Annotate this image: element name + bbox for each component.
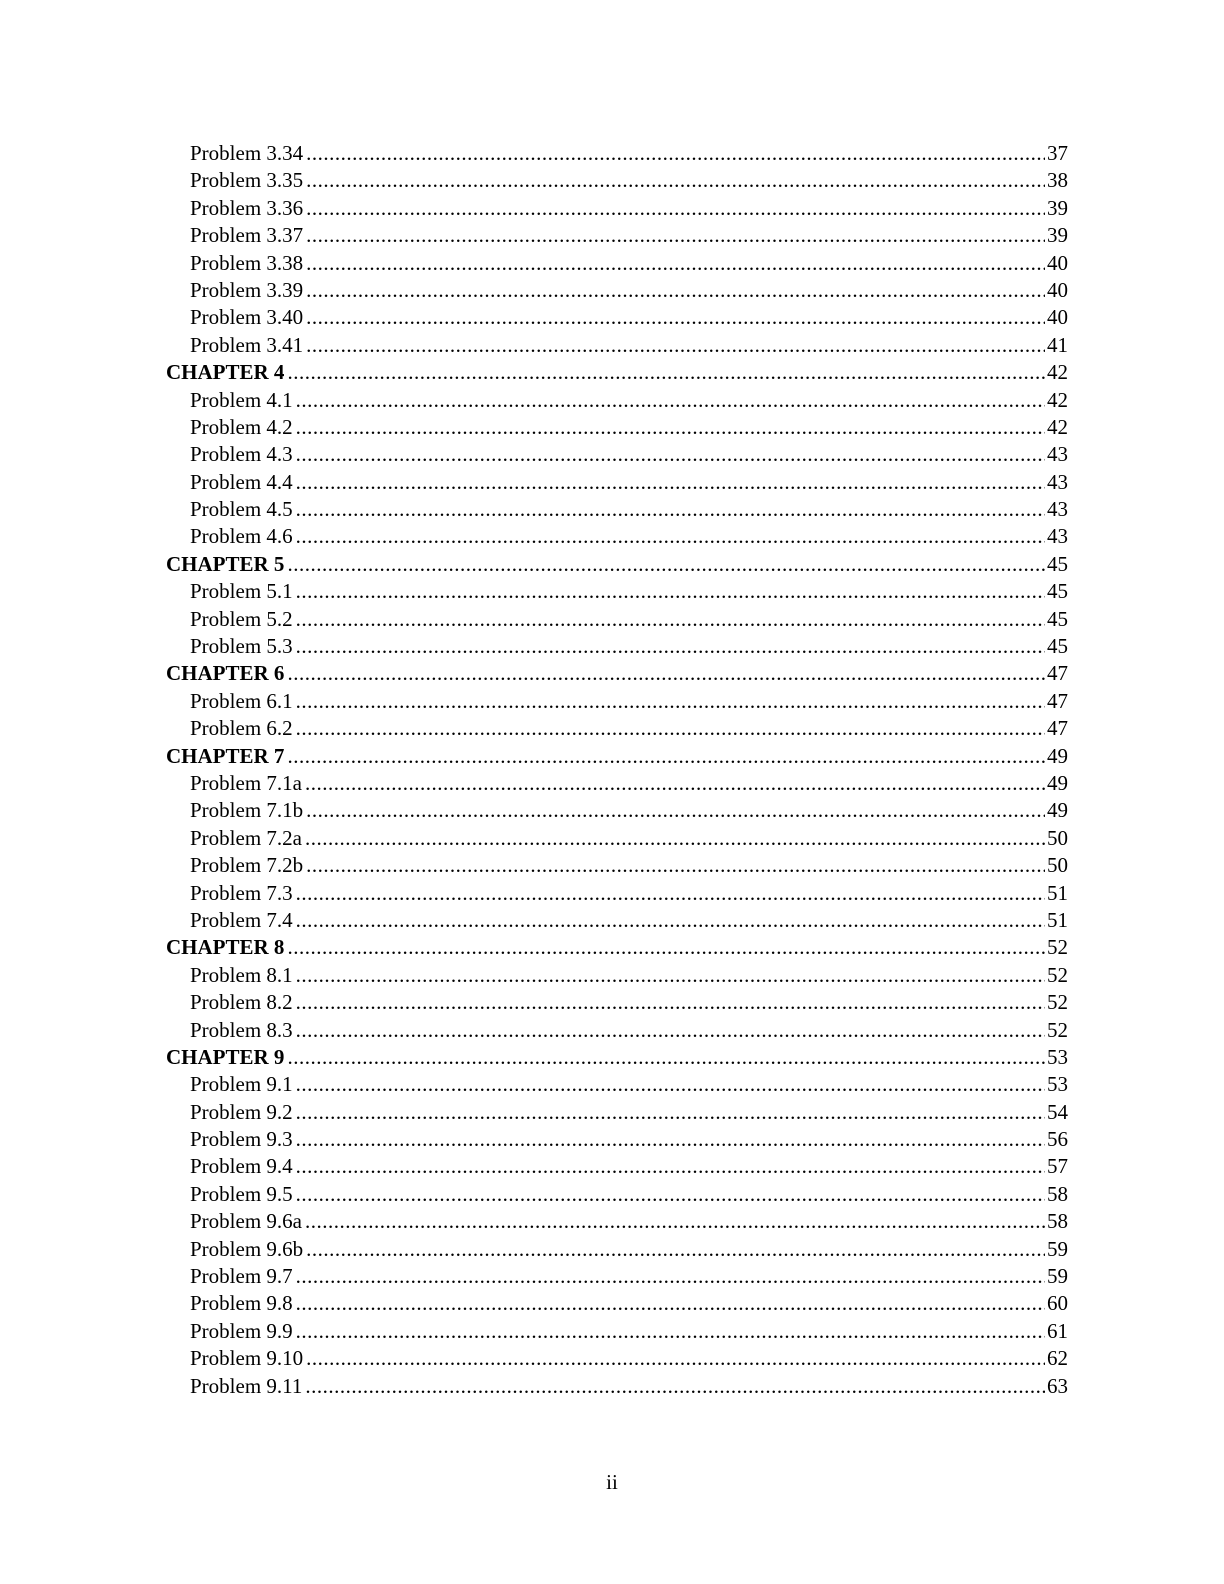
toc-entry-label: Problem 4.5	[190, 497, 293, 522]
toc-entry-label: Problem 7.2a	[190, 825, 302, 850]
toc-chapter-entry[interactable]	[166, 934, 1068, 961]
toc-entry-label: Problem 9.4	[190, 1154, 293, 1179]
toc-entry-page: 49	[1047, 743, 1068, 768]
toc-entry-label: Problem 4.1	[190, 387, 293, 412]
toc-entry-page: 43	[1047, 442, 1068, 467]
toc-problem-entry[interactable]	[166, 907, 1068, 934]
toc-entry-label: Problem 5.2	[190, 606, 293, 631]
toc-entry-page: 54	[1047, 1099, 1068, 1124]
toc-dot-leader	[305, 825, 1045, 852]
toc-entry-page: 42	[1047, 414, 1068, 439]
toc-entry-page: 62	[1047, 1346, 1068, 1371]
toc-problem-entry[interactable]	[166, 715, 1068, 742]
toc-dot-leader	[305, 1373, 1045, 1400]
toc-entry-page: 58	[1047, 1209, 1068, 1234]
toc-entry-page: 51	[1047, 880, 1068, 905]
toc-entry-page: 43	[1047, 524, 1068, 549]
toc-problem-entry[interactable]	[166, 1318, 1068, 1345]
toc-problem-entry[interactable]	[166, 1099, 1068, 1126]
toc-dot-leader	[296, 633, 1045, 660]
toc-entry-label: Problem 8.3	[190, 1017, 293, 1042]
toc-entry-page: 45	[1047, 606, 1068, 631]
toc-problem-entry[interactable]	[166, 1017, 1068, 1044]
toc-dot-leader	[296, 715, 1045, 742]
toc-entry-label: Problem 3.41	[190, 332, 304, 357]
toc-entry-page: 59	[1047, 1264, 1068, 1289]
toc-entry-label: Problem 7.3	[190, 880, 293, 905]
toc-dot-leader	[296, 880, 1045, 907]
toc-problem-entry[interactable]	[166, 1290, 1068, 1317]
toc-entry-label: Problem 9.1	[190, 1072, 293, 1097]
toc-dot-leader	[296, 1126, 1045, 1153]
toc-entry-page: 38	[1047, 168, 1068, 193]
toc-entry-page: 43	[1047, 469, 1068, 494]
toc-entry-page: 40	[1047, 250, 1068, 275]
toc-problem-entry[interactable]	[166, 304, 1068, 331]
toc-entry-label: Problem 7.1b	[190, 798, 304, 823]
toc-entry-page: 59	[1047, 1236, 1068, 1261]
toc-dot-leader	[306, 797, 1045, 824]
toc-entry-page: 61	[1047, 1318, 1068, 1343]
toc-entry-label: Problem 3.38	[190, 250, 304, 275]
toc-entry-page: 52	[1047, 1017, 1068, 1042]
toc-dot-leader	[306, 332, 1045, 359]
toc-dot-leader	[306, 1236, 1045, 1263]
page-number: ii	[606, 1470, 618, 1494]
toc-problem-entry[interactable]	[166, 797, 1068, 824]
toc-dot-leader	[296, 688, 1045, 715]
toc-entry-label: Problem 3.37	[190, 223, 304, 248]
toc-problem-entry[interactable]	[166, 962, 1068, 989]
toc-dot-leader	[306, 222, 1045, 249]
toc-entry-page: 47	[1047, 688, 1068, 713]
toc-entry-page: 39	[1047, 195, 1068, 220]
toc-entry-label: CHAPTER 4	[166, 360, 285, 385]
toc-problem-entry[interactable]	[166, 770, 1068, 797]
toc-problem-entry[interactable]	[166, 1345, 1068, 1372]
toc-entry-page: 42	[1047, 387, 1068, 412]
toc-dot-leader	[296, 606, 1045, 633]
toc-dot-leader	[287, 359, 1045, 386]
toc-entry-page: 56	[1047, 1127, 1068, 1152]
toc-problem-entry[interactable]	[166, 277, 1068, 304]
toc-entry-page: 45	[1047, 579, 1068, 604]
toc-entry-page: 41	[1047, 332, 1068, 357]
toc-entry-page: 37	[1047, 141, 1068, 165]
toc-problem-entry[interactable]	[166, 469, 1068, 496]
toc-entry-label: Problem 3.34	[190, 141, 304, 165]
toc-entry-label: Problem 6.1	[190, 688, 293, 713]
toc-dot-leader	[296, 578, 1045, 605]
toc-dot-leader	[296, 1071, 1045, 1098]
toc-entry-page: 47	[1047, 716, 1068, 741]
toc-entry-label: Problem 4.2	[190, 414, 293, 439]
toc-entry-page: 50	[1047, 825, 1068, 850]
toc-dot-leader	[305, 1208, 1045, 1235]
toc-entry-page: 52	[1047, 935, 1068, 960]
toc-entry-page: 39	[1047, 223, 1068, 248]
toc-problem-entry[interactable]	[166, 578, 1068, 605]
toc-entry-page: 45	[1047, 634, 1068, 659]
toc-entry-label: Problem 5.1	[190, 579, 293, 604]
toc-problem-entry[interactable]	[166, 195, 1068, 222]
toc-problem-entry[interactable]	[166, 1153, 1068, 1180]
toc-dot-leader	[296, 1099, 1045, 1126]
toc-problem-entry[interactable]	[166, 1181, 1068, 1208]
toc-dot-leader	[305, 770, 1045, 797]
toc-entry-label: Problem 7.4	[190, 907, 293, 932]
toc-problem-entry[interactable]	[166, 633, 1068, 660]
toc-problem-entry[interactable]	[166, 1071, 1068, 1098]
toc-problem-entry[interactable]	[166, 1126, 1068, 1153]
toc-entry-page: 51	[1047, 907, 1068, 932]
toc-dot-leader	[306, 1345, 1045, 1372]
toc-entry-label: Problem 7.2b	[190, 853, 304, 878]
toc-problem-entry[interactable]	[166, 441, 1068, 468]
toc-problem-entry[interactable]	[166, 523, 1068, 550]
toc-chapter-entry[interactable]	[166, 660, 1068, 687]
toc-dot-leader	[287, 1044, 1045, 1071]
toc-dot-leader	[296, 496, 1045, 523]
toc-dot-leader	[306, 167, 1045, 194]
toc-entry-label: Problem 8.1	[190, 962, 293, 987]
toc-entry-label: Problem 9.3	[190, 1127, 293, 1152]
toc-entry-label: Problem 8.2	[190, 990, 293, 1015]
toc-chapter-entry[interactable]	[166, 359, 1068, 386]
toc-entry-page: 40	[1047, 277, 1068, 302]
toc-entry-label: Problem 9.9	[190, 1318, 293, 1343]
toc-entry-page: 60	[1047, 1291, 1068, 1316]
toc-entry-label: Problem 7.1a	[190, 770, 302, 795]
toc-entry-label: Problem 9.8	[190, 1291, 293, 1316]
toc-chapter-entry[interactable]	[166, 743, 1068, 770]
toc-problem-entry[interactable]	[166, 880, 1068, 907]
toc-entry-page: 49	[1047, 798, 1068, 823]
toc-problem-entry[interactable]	[166, 825, 1068, 852]
toc-entry-label: Problem 4.3	[190, 442, 293, 467]
toc-dot-leader	[296, 989, 1045, 1016]
toc-entry-label: CHAPTER 8	[166, 935, 285, 960]
toc-problem-entry[interactable]	[166, 1236, 1068, 1263]
toc-dot-leader	[306, 852, 1045, 879]
toc-entry-label: Problem 9.6b	[190, 1236, 304, 1261]
toc-dot-leader	[296, 414, 1045, 441]
toc-dot-leader	[296, 469, 1045, 496]
toc-entry-page: 58	[1047, 1181, 1068, 1206]
toc-problem-entry[interactable]	[166, 222, 1068, 249]
toc-entry-label: Problem 3.36	[190, 195, 304, 220]
toc-dot-leader	[287, 551, 1045, 578]
toc-entry-label: Problem 3.39	[190, 277, 304, 302]
toc-dot-leader	[296, 387, 1045, 414]
toc-problem-entry[interactable]	[166, 606, 1068, 633]
toc-entry-page: 52	[1047, 962, 1068, 987]
toc-entry-page: 57	[1047, 1154, 1068, 1179]
toc-problem-entry[interactable]	[166, 414, 1068, 441]
toc-dot-leader	[287, 934, 1045, 961]
toc-entry-label: CHAPTER 9	[166, 1044, 285, 1069]
toc-problem-entry[interactable]	[166, 332, 1068, 359]
toc-dot-leader	[296, 962, 1045, 989]
toc-entry-label: CHAPTER 5	[166, 551, 285, 576]
toc-entry-label: Problem 9.5	[190, 1181, 293, 1206]
toc-entry-page: 52	[1047, 990, 1068, 1015]
toc-dot-leader	[296, 1181, 1045, 1208]
toc-entry-page: 45	[1047, 551, 1068, 576]
toc-entry-label: Problem 9.7	[190, 1264, 293, 1289]
toc-entry-label: Problem 3.35	[190, 168, 304, 193]
toc-chapter-entry[interactable]	[166, 1044, 1068, 1071]
toc-entry-label: Problem 9.2	[190, 1099, 293, 1124]
toc-problem-entry[interactable]	[166, 688, 1068, 715]
toc-entry-page: 43	[1047, 497, 1068, 522]
toc-dot-leader	[296, 523, 1045, 550]
toc-problem-entry[interactable]	[166, 250, 1068, 277]
toc-entry-label: CHAPTER 6	[166, 661, 285, 686]
toc-problem-entry[interactable]	[166, 496, 1068, 523]
toc-dot-leader	[306, 304, 1045, 331]
toc-problem-entry[interactable]	[166, 1373, 1068, 1400]
toc-dot-leader	[296, 1318, 1045, 1345]
toc-dot-leader	[287, 743, 1045, 770]
toc-dot-leader	[296, 907, 1045, 934]
toc-entry-label: Problem 5.3	[190, 634, 293, 659]
toc-entry-label: Problem 9.11	[190, 1373, 303, 1398]
toc-entry-page: 50	[1047, 853, 1068, 878]
toc-dot-leader	[306, 195, 1045, 222]
toc-entry-page: 40	[1047, 305, 1068, 330]
toc-entry-label: Problem 4.6	[190, 524, 293, 549]
toc-dot-leader	[296, 1290, 1045, 1317]
toc-dot-leader	[306, 250, 1045, 277]
toc-entry-label: Problem 4.4	[190, 469, 293, 494]
toc-problem-entry[interactable]	[166, 852, 1068, 879]
toc-dot-leader	[296, 1153, 1045, 1180]
toc-entry-page: 53	[1047, 1072, 1068, 1097]
toc-entry-label: Problem 3.40	[190, 305, 304, 330]
toc-dot-leader	[296, 1017, 1045, 1044]
toc-dot-leader	[296, 441, 1045, 468]
toc-dot-leader	[296, 1263, 1045, 1290]
toc-chapter-entry[interactable]	[166, 551, 1068, 578]
toc-entry-page: 63	[1047, 1373, 1068, 1398]
toc-problem-entry[interactable]	[166, 387, 1068, 414]
toc-entry-page: 42	[1047, 360, 1068, 385]
toc-dot-leader	[287, 660, 1045, 687]
toc-dot-leader	[306, 277, 1045, 304]
toc-entry-page: 47	[1047, 661, 1068, 686]
toc-entry-page: 49	[1047, 770, 1068, 795]
toc-entry-label: CHAPTER 7	[166, 743, 285, 768]
toc-entry-label: Problem 9.6a	[190, 1209, 302, 1234]
toc-entry-label: Problem 6.2	[190, 716, 293, 741]
toc-problem-entry[interactable]	[166, 1208, 1068, 1235]
toc-problem-entry[interactable]	[166, 167, 1068, 194]
toc-problem-entry[interactable]	[166, 989, 1068, 1016]
toc-dot-leader	[306, 140, 1045, 167]
toc-problem-entry[interactable]	[166, 140, 1068, 167]
toc-problem-entry[interactable]	[166, 1263, 1068, 1290]
table-of-contents	[166, 140, 1068, 1400]
toc-entry-page: 53	[1047, 1044, 1068, 1069]
toc-entry-label: Problem 9.10	[190, 1346, 304, 1371]
